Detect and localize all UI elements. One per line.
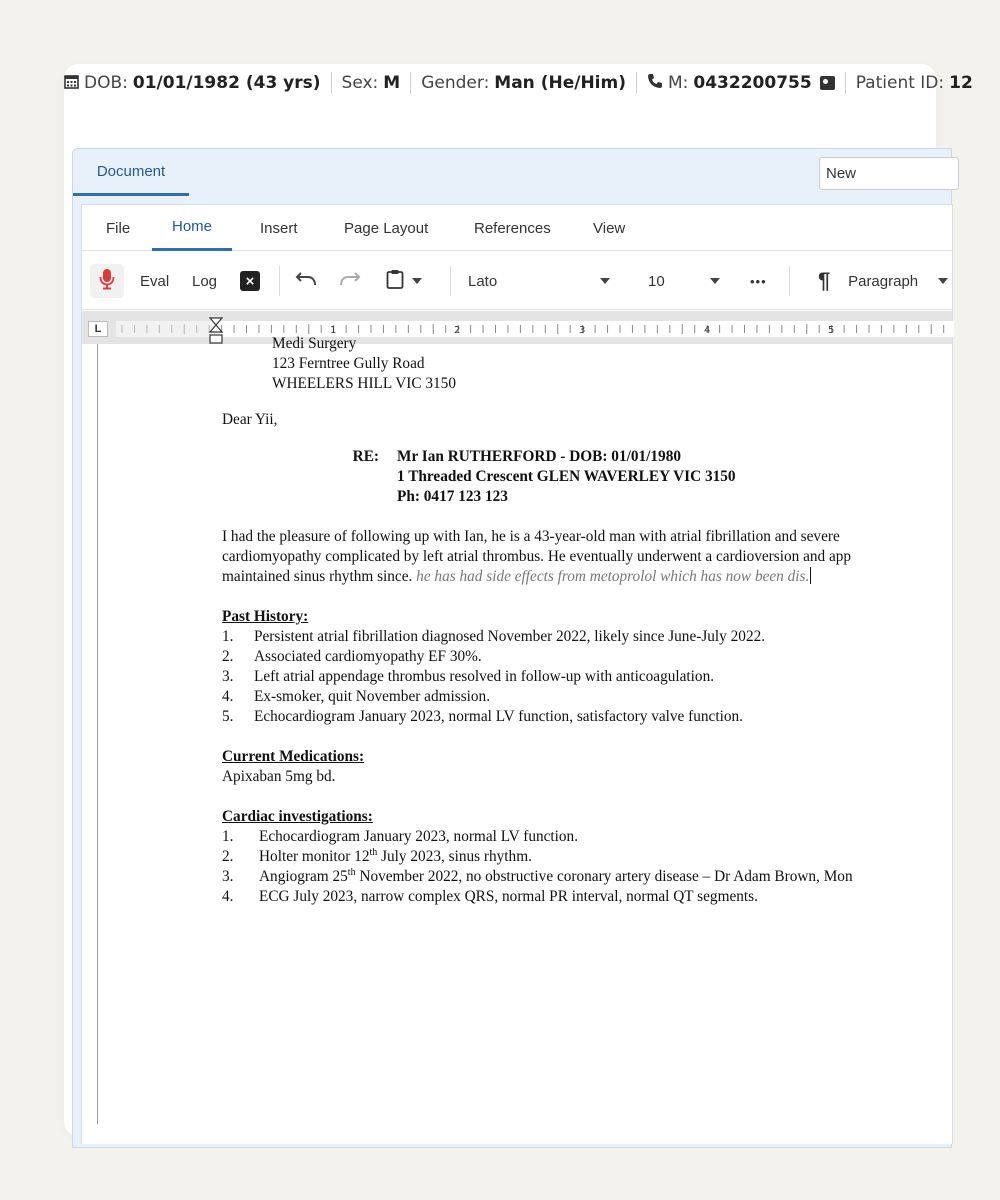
menu-file[interactable]: File	[106, 219, 131, 237]
gender-value: Man (He/Him)	[494, 73, 626, 93]
undo-icon	[295, 271, 317, 291]
re-label: RE:	[352, 448, 379, 465]
address-line: WHEELERS HILL VIC 3150	[272, 375, 456, 392]
mobile-value: 0432200755	[693, 73, 812, 93]
list-item: 2. Associated cardiomyopathy EF 30%.	[222, 648, 482, 665]
patient-id-segment	[846, 72, 983, 94]
document-panel	[72, 148, 952, 1148]
list-item: 2. Holter monitor 12th July 2023, sinus rhythm.	[222, 846, 532, 865]
phone-icon	[647, 73, 663, 93]
font-size-select[interactable]	[648, 264, 720, 298]
recipient-address	[222, 334, 982, 394]
chevron-down-icon	[412, 278, 422, 284]
page-margin-line	[97, 344, 98, 1124]
list-item: 4. Ex-smoker, quit November admission.	[222, 688, 491, 705]
list-item: 3. Angiogram 25th November 2022, no obstructive coronary artery disease – Dr Adam Brown, Mon	[222, 866, 853, 885]
intro-paragraph	[222, 527, 982, 587]
toolbar-divider	[789, 266, 790, 296]
address-line: Medi Surgery	[272, 335, 357, 352]
dob-label: DOB:	[84, 73, 128, 93]
re-line: Ph: 0417 123 123	[397, 488, 508, 505]
dictation-button[interactable]	[90, 264, 124, 298]
list-item: 1. Echocardiogram January 2023, normal LV function.	[222, 828, 579, 845]
toolbar-divider	[279, 266, 280, 296]
medications-text: Apixaban 5mg bd.	[222, 768, 336, 785]
document-tabs	[73, 149, 951, 196]
editor-menu-bar	[82, 205, 952, 251]
tab-stop-selector[interactable]: L	[88, 321, 108, 337]
sex-label: Sex:	[341, 73, 379, 93]
close-button[interactable]	[240, 264, 260, 298]
redo-button[interactable]	[339, 264, 361, 298]
chevron-down-icon	[710, 278, 720, 284]
close-icon: ×	[240, 271, 260, 291]
toolbar-divider	[450, 266, 451, 296]
list-item: 4. ECG July 2023, narrow complex QRS, normal PR interval, normal QT segments.	[222, 888, 758, 905]
ruler-number-4: 4	[704, 325, 711, 336]
new-document-input[interactable]	[819, 157, 959, 190]
calendar-icon	[64, 74, 79, 93]
intro-line: I had the pleasure of following up with Ian, he is a 43-year-old man with atrial fibrillation and severe	[222, 528, 840, 545]
mobile-label: M:	[667, 73, 689, 93]
menu-insert[interactable]: Insert	[260, 219, 298, 237]
ruler-number-1: 1	[330, 325, 337, 336]
past-history-heading: Past History:	[222, 608, 309, 625]
address-line: 123 Ferntree Gully Road	[272, 355, 425, 372]
mobile-segment	[637, 72, 846, 94]
eval-button[interactable]: Eval	[140, 272, 170, 290]
intro-line: maintained sinus rhythm since.	[222, 568, 413, 585]
investigations-list	[222, 827, 982, 907]
menu-references[interactable]: References	[474, 219, 551, 237]
menu-page-layout[interactable]: Page Layout	[344, 219, 429, 237]
letter-body[interactable]	[222, 334, 982, 907]
font-family-value: Lato	[468, 272, 498, 290]
microphone-icon	[99, 268, 115, 294]
sex-value: M	[383, 73, 401, 93]
intro-line: cardiomyopathy complicated by left atrial thrombus. He eventually underwent a cardioversion and app	[222, 548, 852, 565]
patient-id-label: Patient ID:	[855, 73, 945, 93]
editor-toolbar	[82, 252, 952, 310]
paste-button[interactable]	[386, 264, 422, 298]
paragraph-icon: ¶	[818, 268, 831, 293]
ruler-number-5: 5	[828, 325, 835, 336]
paragraph-style-select[interactable]	[818, 264, 948, 298]
clipboard-icon	[386, 269, 404, 293]
investigations-heading: Cardiac investigations:	[222, 808, 373, 825]
re-block	[222, 447, 982, 507]
log-button[interactable]: Log	[192, 272, 218, 290]
undo-button[interactable]	[295, 264, 317, 298]
patient-info-bar	[64, 64, 973, 102]
dob-value: 01/01/1982 (43 yrs)	[132, 73, 321, 93]
re-line: Mr Ian RUTHERFORD - DOB: 01/01/1980	[397, 448, 681, 465]
text-cursor	[810, 567, 811, 584]
paragraph-style-value: Paragraph	[848, 272, 919, 290]
medications-heading: Current Medications:	[222, 748, 365, 765]
list-item: 1. Persistent atrial fibrillation diagnosed November 2022, likely since June-July 2022.	[222, 628, 766, 645]
document-editor	[81, 204, 953, 1144]
document-page[interactable]	[82, 335, 952, 1144]
font-size-value: 10	[648, 272, 665, 290]
list-item: 5. Echocardiogram January 2023, normal LV function, satisfactory valve function.	[222, 708, 743, 725]
ruler-number-3: 3	[579, 325, 586, 336]
list-item: 3. Left atrial appendage thrombus resolved in follow-up with anticoagulation.	[222, 668, 715, 685]
sex-segment	[332, 72, 412, 94]
chevron-down-icon	[600, 278, 610, 284]
menu-view[interactable]: View	[593, 219, 626, 237]
gender-label: Gender:	[421, 73, 490, 93]
past-history-list	[222, 627, 982, 727]
chevron-down-icon	[938, 278, 948, 284]
font-family-select[interactable]	[468, 264, 610, 298]
salutation: Dear Yii,	[222, 411, 278, 428]
contact-card-icon[interactable]	[820, 76, 835, 90]
ai-suggestion-text[interactable]: he has had side effects from metoprolol which has now been dis.	[412, 568, 810, 585]
redo-icon	[339, 271, 361, 291]
tab-document[interactable]: Document	[73, 149, 189, 196]
more-options-button[interactable]: •••	[750, 273, 767, 289]
re-line: 1 Threaded Crescent GLEN WAVERLEY VIC 3150	[397, 468, 736, 485]
gender-segment	[411, 72, 637, 94]
dob-segment	[64, 72, 332, 94]
patient-id-value: 12	[949, 73, 973, 93]
menu-home[interactable]: Home	[152, 205, 232, 251]
app-card	[64, 64, 973, 1136]
ruler-number-2: 2	[454, 325, 461, 336]
